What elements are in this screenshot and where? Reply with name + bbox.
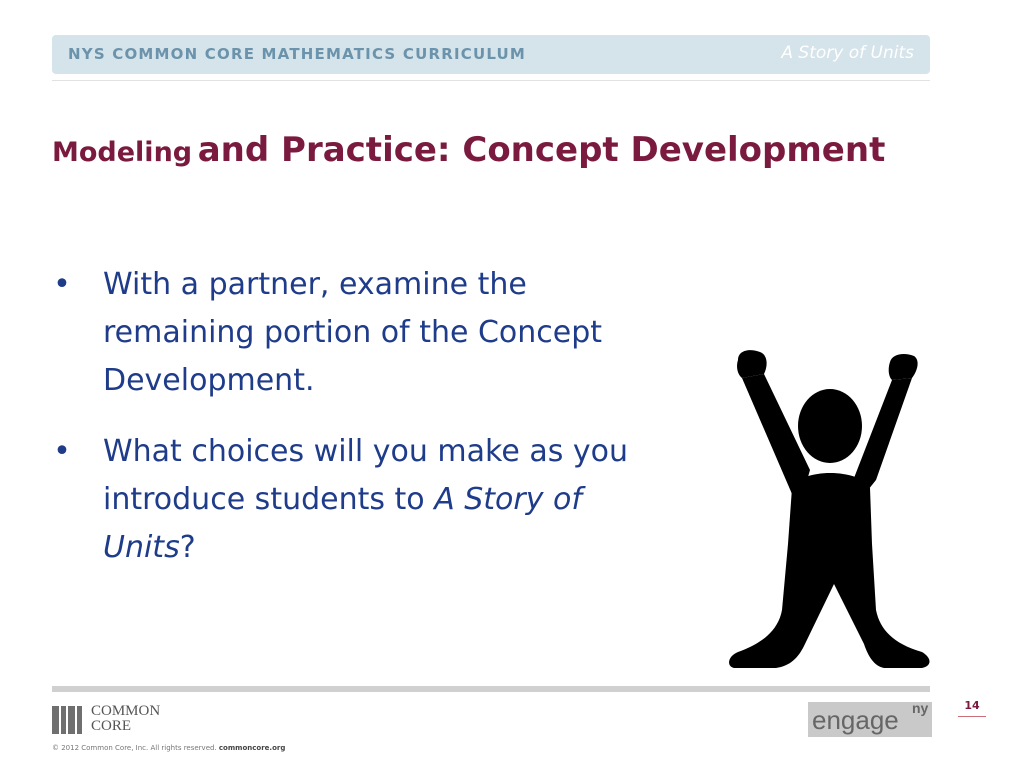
common-core-bars-icon bbox=[52, 706, 84, 734]
engage-ny-suffix: ny bbox=[912, 700, 929, 716]
slide-title bbox=[52, 130, 952, 170]
bullet-item bbox=[52, 261, 682, 405]
header-bar bbox=[52, 35, 930, 74]
footer-divider bbox=[52, 686, 930, 692]
title-part-rest: and Practice: Concept Development bbox=[197, 130, 886, 170]
module-label: A Story of Units bbox=[781, 43, 914, 63]
person-arms-raised-icon bbox=[726, 348, 936, 670]
bullet-text: With a partner, examine the remaining portion of the Concept Development. bbox=[103, 267, 603, 398]
bullet-text-end: ? bbox=[179, 530, 196, 565]
common-core-wordmark bbox=[91, 704, 211, 734]
header-divider bbox=[52, 80, 930, 81]
copyright-link: commoncore.org bbox=[218, 744, 286, 752]
logo-line-2: CORE bbox=[91, 718, 132, 734]
copyright-text: © 2012 Common Core, Inc. All rights reserved. bbox=[52, 744, 217, 752]
page-number-underline bbox=[958, 716, 986, 717]
bullet-text-italic: A Story of Units bbox=[103, 482, 582, 565]
engage-word: engage bbox=[812, 705, 899, 735]
engage-ny-logo bbox=[808, 702, 932, 737]
bullet-text-start: What choices will you make as you introduce students to bbox=[103, 434, 628, 517]
bullet-list bbox=[52, 261, 682, 595]
bullet-marker: • bbox=[53, 267, 71, 302]
logo-line-1: COMMON bbox=[91, 703, 161, 719]
bullet-item bbox=[52, 428, 682, 572]
bullet-marker: • bbox=[53, 434, 71, 469]
person-silhouette bbox=[729, 350, 929, 668]
page-number: 14 bbox=[964, 699, 980, 712]
copyright-notice bbox=[52, 744, 285, 752]
curriculum-label: NYS COMMON CORE MATHEMATICS CURRICULUM bbox=[68, 45, 527, 63]
title-part-modeling: Modeling bbox=[52, 137, 193, 168]
